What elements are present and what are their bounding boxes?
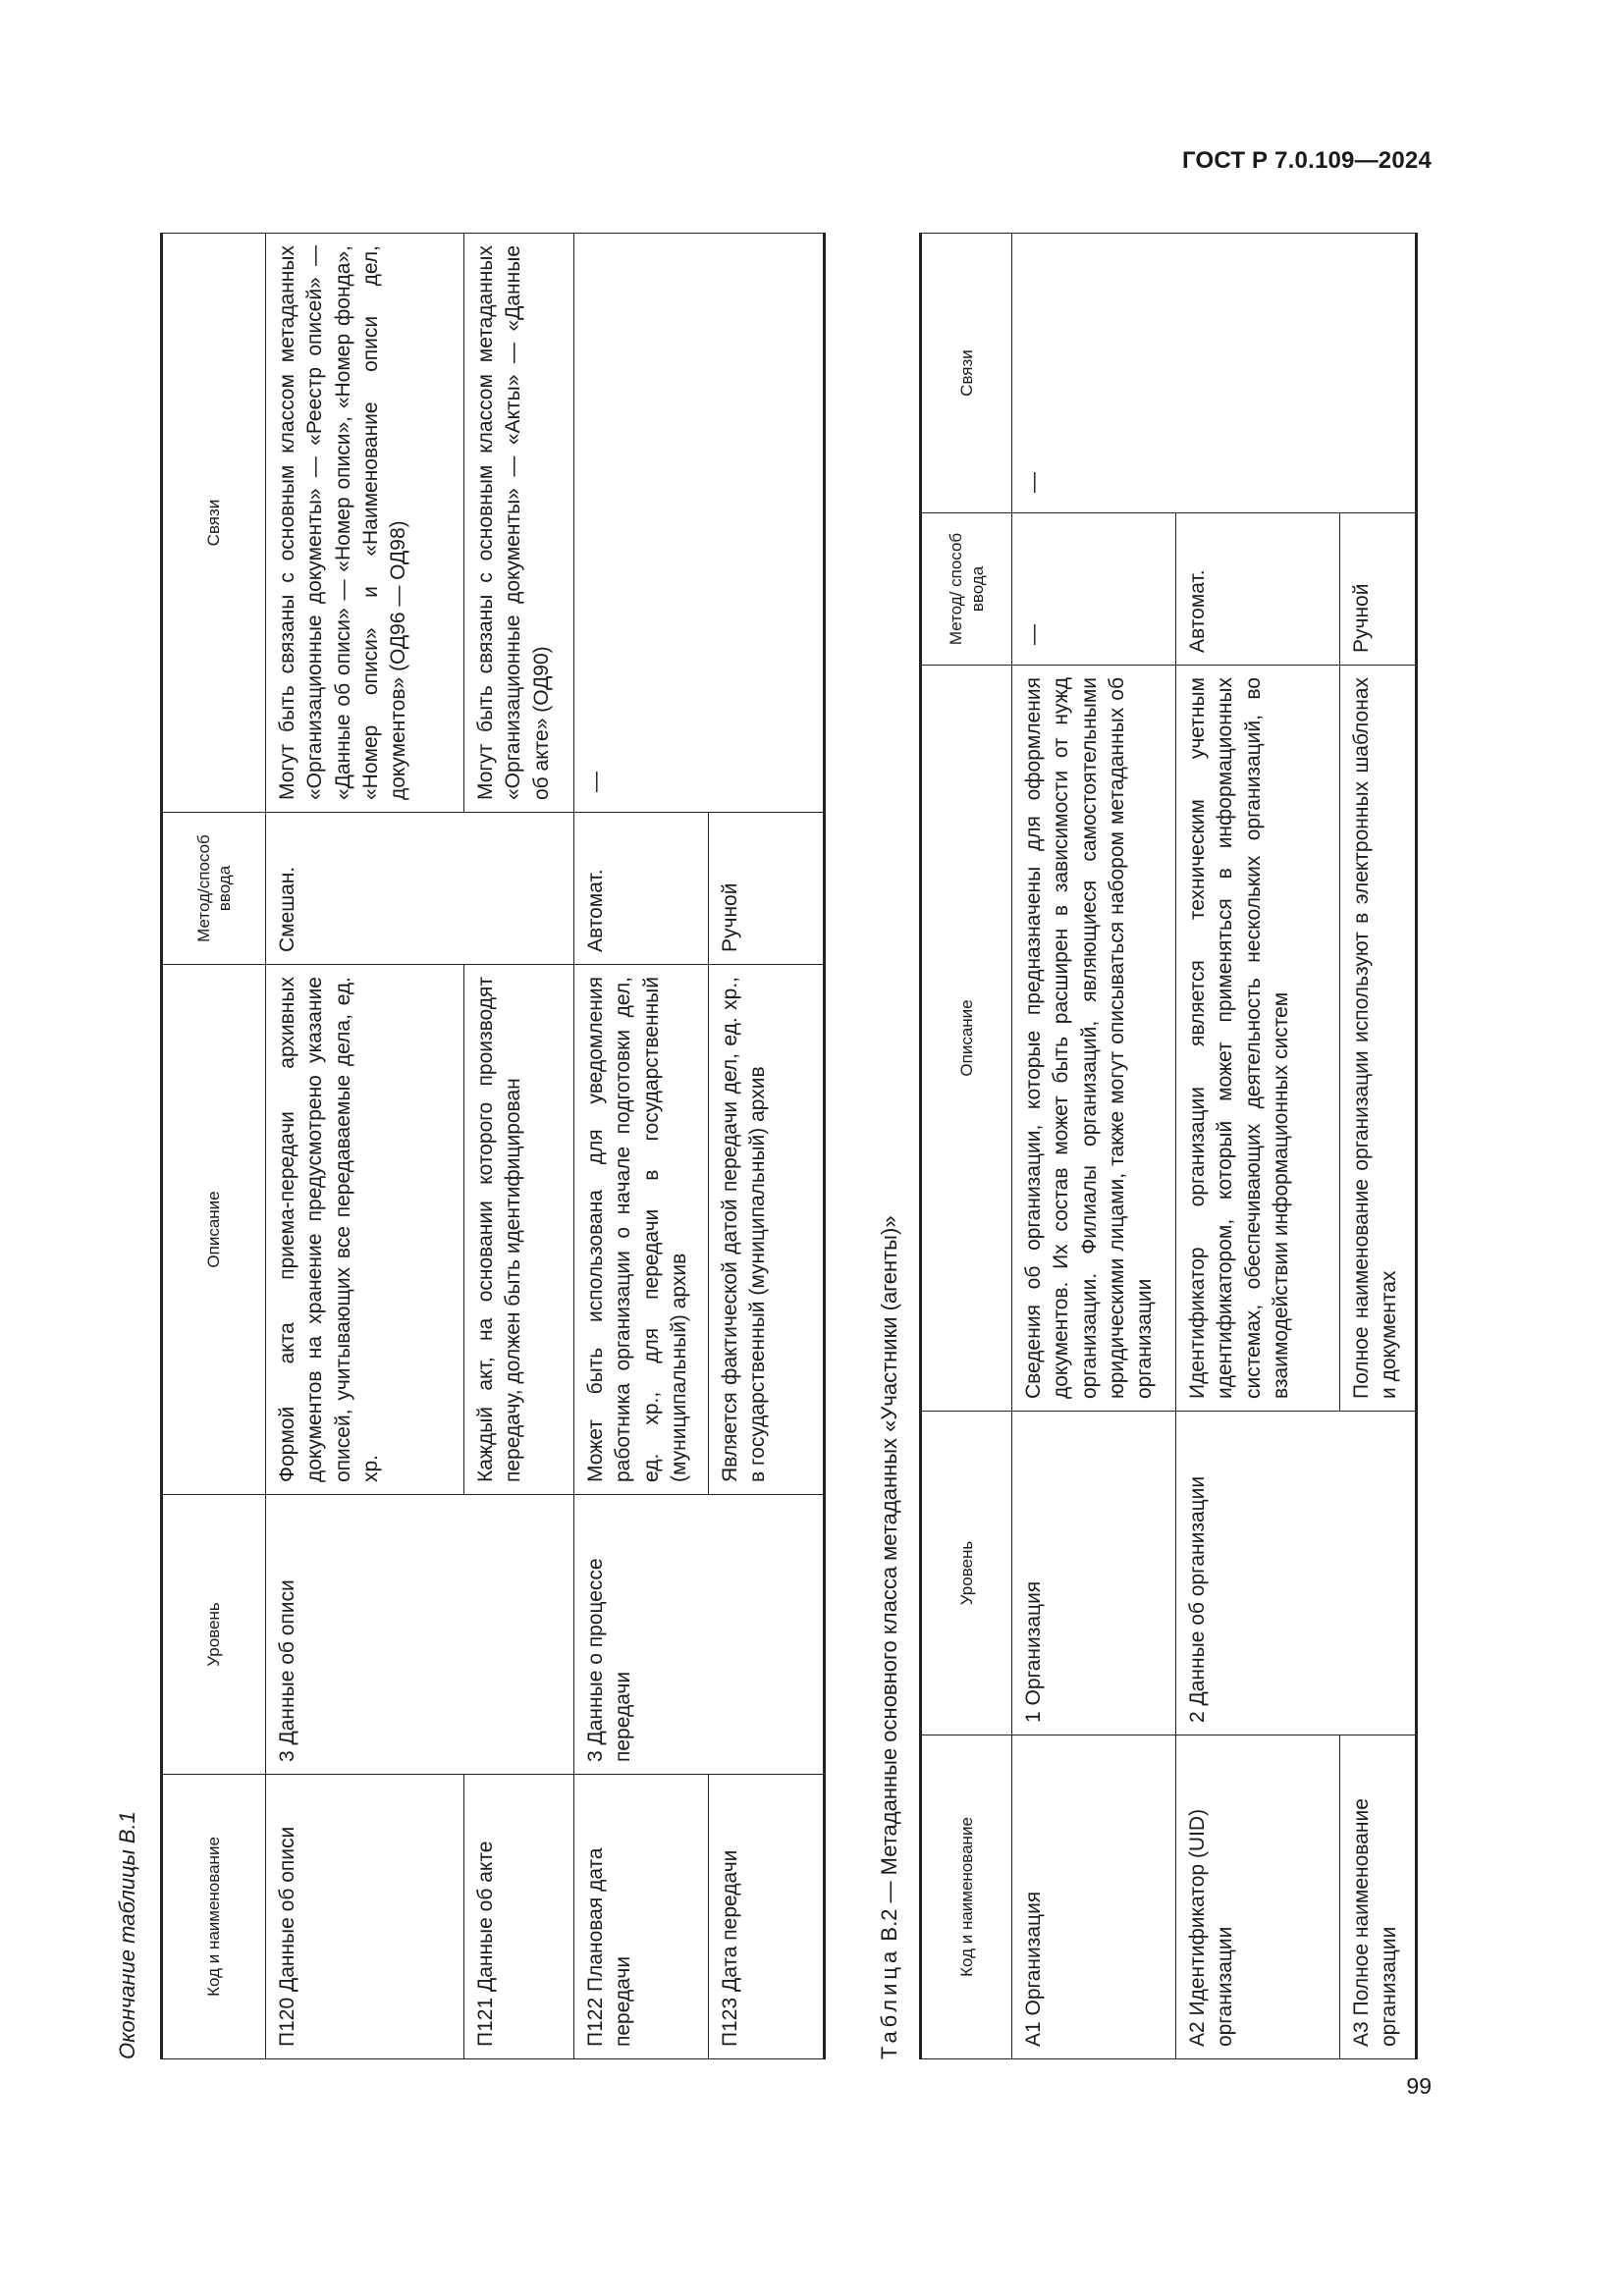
cell-method: — <box>1012 513 1176 666</box>
cell-method: Ручной <box>709 813 825 965</box>
cell-links: Могут быть связаны с основным классом метаданных «Организационные документы» — «Реестр описей» — «Данные об описи» — «Номер описи», «Номер фонда», «Номер описи» и «Наименование описи дел, документов» (ОД96 — ОД98) <box>266 234 464 813</box>
cell-code: А1 Организация <box>1012 1735 1176 2059</box>
cell-code: П121 Данные об акте <box>464 1775 574 2059</box>
table1-header-code: Код и наименование <box>162 1775 266 2059</box>
cell-level: 3 Данные об описи <box>266 1495 574 1775</box>
table-row <box>574 234 709 2059</box>
table2 <box>919 233 1418 2059</box>
cell-links: — <box>1012 234 1417 513</box>
cell-description: Каждый акт, на основании которого производят передачу, должен быть идентифицирован <box>464 965 574 1495</box>
table2-header-level: Уровень <box>921 1412 1012 1735</box>
table1 <box>160 233 826 2059</box>
table2-wrapper <box>919 234 1410 2059</box>
cell-description: Сведения об организации, которые предназначены для оформления документов. Их состав может быть расширен в зависимости от нужд организации. Филиалы организаций, являющиеся самостоятельными юридическими лицами, также могут описываться набором метаданных об организации <box>1012 666 1176 1412</box>
cell-method: Автомат. <box>1176 513 1340 666</box>
cell-level: 1 Организация <box>1012 1412 1176 1735</box>
table2-header-code: Код и наименование <box>921 1735 1012 2059</box>
cell-level: 2 Данные об организации <box>1176 1412 1417 1735</box>
cell-method: Автомат. <box>574 813 709 965</box>
cell-code: П123 Дата передачи <box>709 1775 825 2059</box>
cell-method: Ручной <box>1340 513 1417 666</box>
cell-code: П120 Данные об описи <box>266 1775 464 2059</box>
table2-caption-wrapper <box>877 783 910 2059</box>
table1-header-links: Связи <box>162 234 266 813</box>
table1-header-description: Описание <box>162 965 266 1495</box>
table2-header-method: Метод/ способ ввода <box>921 513 1012 666</box>
cell-description: Формой акта приема-передачи архивных документов на хранение предусмотрено указание описей, учитывающих все передаваемые дела, ед. хр. <box>266 965 464 1495</box>
cell-links: Могут быть связаны с основным классом метаданных «Организационные документы» — «Акты» — «Данные об акте» (ОД90) <box>464 234 574 813</box>
table1-header-row <box>162 234 266 2059</box>
table1-caption: Окончание таблицы В.1 <box>115 1811 139 2059</box>
cell-description: Является фактической датой передачи дел, ед. хр., в государственный (муниципальный) архив <box>709 965 825 1495</box>
table2-header-links: Связи <box>921 234 1012 513</box>
cell-method: Смешан. <box>266 813 574 965</box>
table2-header-row <box>921 234 1012 2059</box>
page-number: 99 <box>1406 2073 1432 2099</box>
table1-header-method: Метод/способ ввода <box>162 813 266 965</box>
document-code: ГОСТ Р 7.0.109—2024 <box>1182 147 1432 174</box>
table1-header-level: Уровень <box>162 1495 266 1775</box>
cell-code: А2 Идентификатор (UID) организации <box>1176 1735 1340 2059</box>
table1-caption-wrapper <box>115 1470 148 2059</box>
table1-wrapper <box>160 234 808 2059</box>
cell-code: А3 Полное наименование организации <box>1340 1735 1417 2059</box>
table2-caption-text: В.2 — Метаданные основного класса метаданных «Участники (агенты)» <box>877 1215 901 1942</box>
table-row <box>1012 234 1176 2059</box>
table2-header-description: Описание <box>921 666 1012 1412</box>
cell-links: — <box>574 234 825 813</box>
table2-caption-prefix: Таблица <box>877 1947 901 2059</box>
cell-level: 3 Данные о процессе передачи <box>574 1495 825 1775</box>
cell-description: Идентификатор организации является техническим учетным идентификатором, который может применяться в информационных системах, обеспечивающих деятельность нескольких организаций, во взаимодействии информационных систем <box>1176 666 1340 1412</box>
table-row <box>266 234 464 2059</box>
cell-code: П122 Плановая дата передачи <box>574 1775 709 2059</box>
cell-description: Полное наименование организации используют в электронных шаблонах и документах <box>1340 666 1417 1412</box>
cell-description: Может быть использована для уведомления работника организации о начале подготовки дел, ед. хр., для передачи в государственный (муниципальный) архив <box>574 965 709 1495</box>
table-row <box>464 234 574 2059</box>
